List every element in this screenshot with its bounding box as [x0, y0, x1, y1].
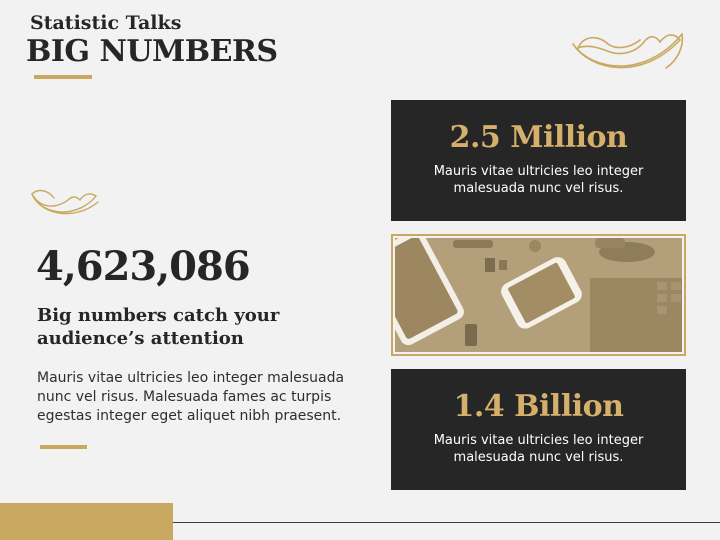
stat-card-million: [391, 100, 686, 221]
stat-description: [391, 163, 686, 197]
slide-subtitle: Statistic Talks: [30, 12, 182, 34]
body-paragraph: Mauris vitae ultricies leo integer malesuada nunc vel risus. Malesuada fames ac turpis egestas integer eget aliquet nibh praesent.: [37, 370, 345, 424]
title-underline: [34, 75, 92, 79]
body-underline: [40, 445, 87, 449]
stat-description-line: Mauris vitae ultricies leo integer: [433, 164, 644, 179]
devices-photo: [391, 234, 686, 356]
section-heading: Big numbers catch your audience’s attention: [37, 305, 280, 349]
devices-photo-image: [395, 238, 682, 352]
stat-description-line: malesuada nunc vel risus.: [453, 450, 624, 465]
stat-value: 1.4 Billion: [453, 389, 624, 424]
stat-card-billion: [391, 369, 686, 490]
leaf-outline-icon: [30, 186, 100, 222]
stat-description-line: malesuada nunc vel risus.: [453, 181, 624, 196]
footer-divider-line: [173, 522, 720, 523]
footer-accent-bar: [0, 503, 173, 540]
big-number: 4,623,086: [36, 243, 250, 290]
leaf-outline-icon: [570, 22, 688, 80]
slide-title: BIG NUMBERS: [26, 34, 278, 69]
stat-description-line: Mauris vitae ultricies leo integer: [433, 433, 644, 448]
stat-description: [391, 432, 686, 466]
stat-value: 2.5 Million: [449, 120, 628, 155]
